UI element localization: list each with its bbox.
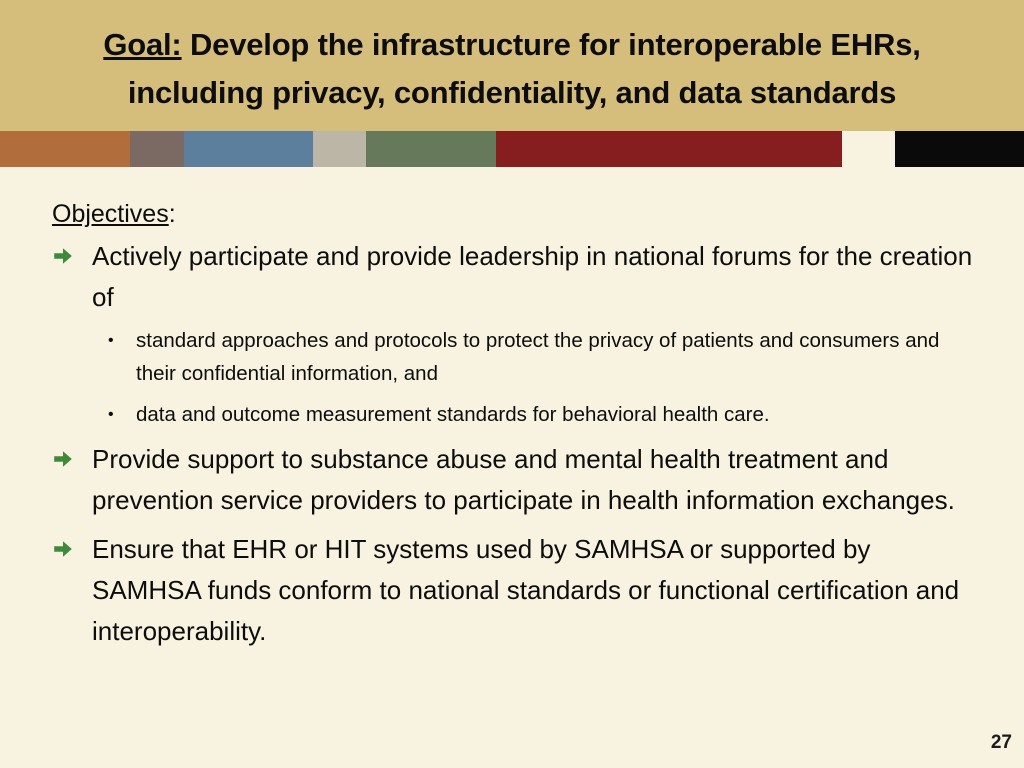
sub-bullet-1: [52, 324, 982, 390]
objective-bullet-2: [52, 439, 982, 521]
band-segment-2: [130, 131, 184, 167]
bullet-dot-icon: •: [108, 406, 114, 423]
band-segment-7: [842, 131, 895, 167]
objective-text-2: Provide support to substance abuse and mental health treatment and prevention service providers to participate in health information exchanges.: [92, 444, 955, 515]
right-arrow-icon: [52, 538, 74, 560]
title-line-2: including privacy, confidentiality, and data standards: [127, 74, 897, 110]
band-segment-3: [184, 131, 313, 167]
bullet-dot-icon: •: [108, 332, 114, 349]
band-segment-5: [366, 131, 496, 167]
sub-bullet-2: [52, 398, 982, 431]
slide-title: [63, 15, 960, 117]
right-arrow-icon: [52, 245, 74, 267]
objective-bullet-1: [52, 236, 982, 318]
objectives-label: Objectives: [52, 200, 169, 228]
objective-text-3: Ensure that EHR or HIT systems used by SAMHSA or supported by SAMHSA funds conform to national standards or functional certification and interoperability.: [92, 534, 960, 646]
page-number: 27: [990, 732, 1012, 753]
band-segment-8: [895, 131, 1024, 167]
right-arrow-icon: [52, 448, 74, 470]
color-band: [0, 131, 1024, 167]
band-segment-6: [496, 131, 842, 167]
objective-text-1: Actively participate and provide leadership in national forums for the creation of: [92, 241, 973, 312]
sub-bullet-text-2: data and outcome measurement standards for behavioral health care.: [136, 403, 770, 426]
band-segment-1: [0, 131, 130, 167]
band-segment-4: [313, 131, 366, 167]
objectives-heading: [52, 194, 982, 234]
objectives-colon: :: [168, 200, 176, 228]
sub-bullet-text-1: standard approaches and protocols to protect the privacy of patients and consumers and their confidential information, and: [136, 329, 940, 385]
slide-header: [0, 0, 1024, 131]
goal-label: Goal:: [103, 26, 182, 62]
sub-bullet-list: [52, 324, 982, 431]
title-line-1: Develop the infrastructure for interoperable EHRs,: [189, 26, 921, 62]
slide-body: [52, 194, 982, 660]
objective-bullet-3: [52, 529, 982, 652]
